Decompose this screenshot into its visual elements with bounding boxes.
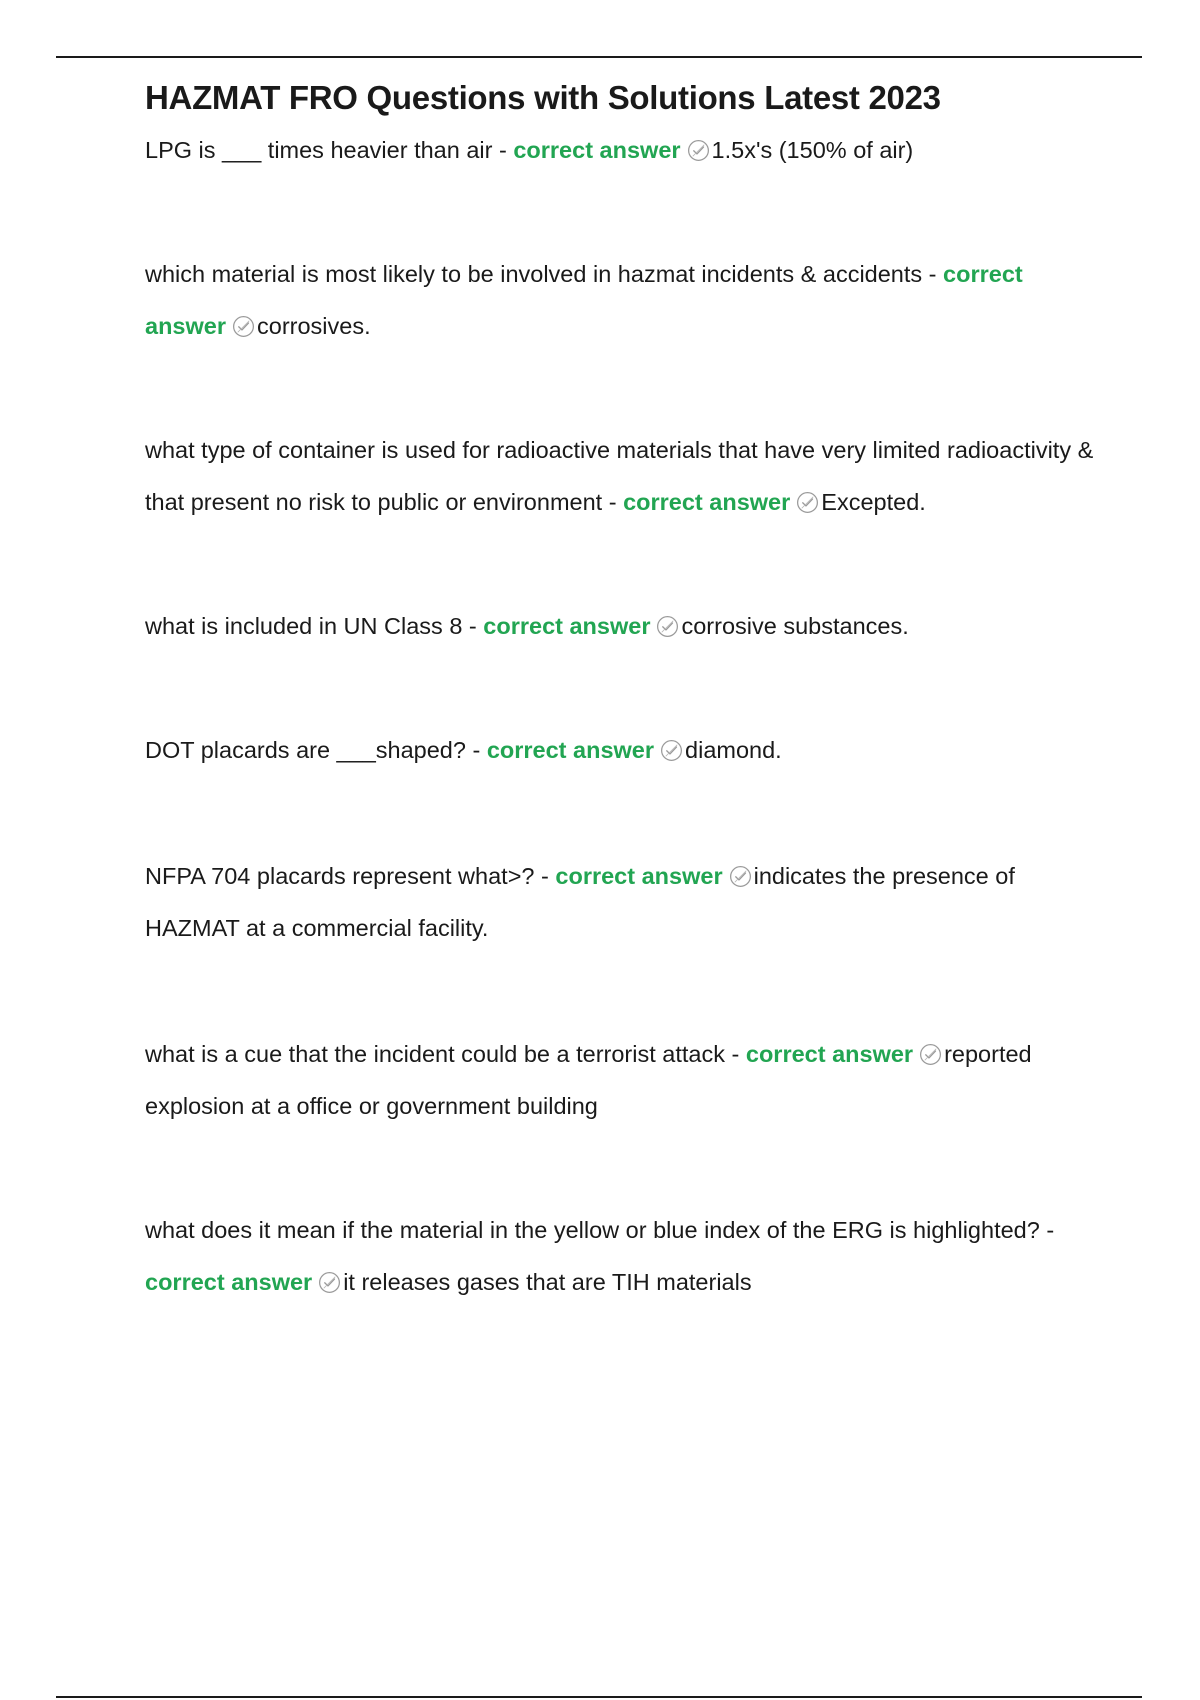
answer-text: it releases gases that are TIH materials (343, 1269, 752, 1295)
answer-text: 1.5x's (150% of air) (711, 137, 914, 163)
answer-text: diamond. (685, 737, 782, 763)
qa-item (145, 1028, 1095, 1132)
question-text: NFPA 704 placards represent what>? - (145, 863, 556, 889)
question-text: what does it mean if the material in the yellow or blue index of the ERG is highlighted? - (145, 1217, 1055, 1243)
bottom-divider (56, 1696, 1142, 1698)
qa-item (145, 1204, 1095, 1308)
question-text: LPG is ___ times heavier than air - (145, 137, 514, 163)
check-circle-icon (729, 865, 752, 888)
check-circle-icon (919, 1043, 942, 1066)
answer-text: corrosives. (257, 313, 371, 339)
correct-answer-label: correct answer (513, 137, 681, 163)
correct-answer-label: correct answer (555, 863, 723, 889)
qa-item (145, 600, 1095, 652)
qa-item (145, 724, 1095, 776)
check-circle-icon (660, 739, 683, 762)
answer-text: corrosive substances. (681, 613, 909, 639)
document-body (145, 74, 1095, 1308)
check-circle-icon (656, 615, 679, 638)
qa-item (145, 124, 1095, 176)
answer-text: indicates the presence of HAZMAT at a commercial facility. (145, 863, 1015, 941)
question-text: which material is most likely to be involved in hazmat incidents & accidents - (145, 261, 944, 287)
check-circle-icon (687, 139, 710, 162)
correct-answer-label: correct answer (483, 613, 651, 639)
correct-answer-label: correct answer (745, 1041, 914, 1067)
correct-answer-label: correct answer (145, 261, 1023, 339)
qa-item (145, 424, 1095, 528)
question-text: what is included in UN Class 8 - (145, 613, 484, 639)
check-circle-icon (318, 1271, 341, 1294)
answer-text: Excepted. (821, 489, 926, 515)
document-title: HAZMAT FRO Questions with Solutions Latest 2023 (145, 79, 941, 116)
qa-item (145, 248, 1095, 352)
qa-list (145, 124, 1095, 1308)
answer-text: reported explosion at a office or government building (145, 1041, 1032, 1119)
question-text: what is a cue that the incident could be a terrorist attack - (145, 1041, 746, 1067)
check-circle-icon (796, 491, 819, 514)
top-divider (56, 56, 1142, 58)
check-circle-icon (232, 315, 255, 338)
qa-item (145, 850, 1095, 954)
question-text: DOT placards are ___shaped? - (145, 737, 487, 763)
question-text: what type of container is used for radioactive materials that have very limited radioactivity & that present no risk to public or environment - (145, 437, 1094, 515)
correct-answer-label: correct answer (486, 737, 655, 763)
correct-answer-label: correct answer (623, 489, 791, 515)
correct-answer-label: correct answer (145, 1269, 313, 1295)
